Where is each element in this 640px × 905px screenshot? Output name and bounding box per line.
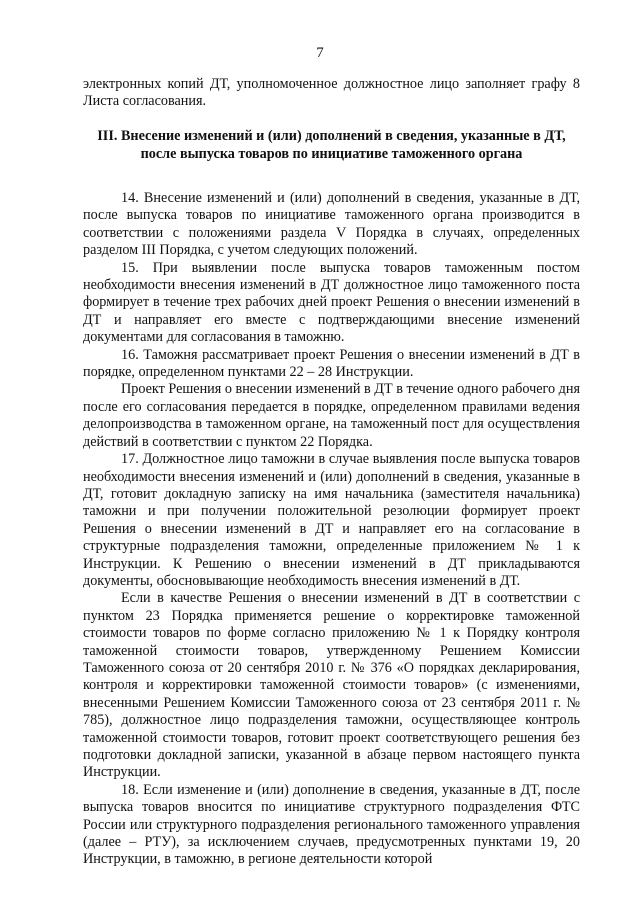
intro-text: электронных копий ДТ, уполномоченное должностное лицо заполняет графу 8 Листа согласования.	[83, 76, 580, 110]
page-number: 7	[316, 45, 324, 61]
paragraph-15: 15. При выявлении после выпуска товаров таможенным постом необходимости внесения изменений в ДТ должностное лицо таможенного поста формирует в течение трех рабочих дней проект Решения о внесении изменений в ДТ и направляет его вместе с подтверждающими внесение изменений документами для согласования в таможню.	[83, 259, 580, 346]
paragraph-14: 14. Внесение изменений и (или) дополнений в сведения, указанные в ДТ, после выпуска товаров по инициативе таможенного органа производится в соответствии с положениями раздела V Порядка в случаях, определенных разделом III Порядка, с учетом следующих положений.	[83, 190, 580, 259]
body-text	[83, 190, 580, 869]
section-heading-line-2: после выпуска товаров по инициативе таможенного органа	[140, 145, 523, 162]
paragraph-16-continued: Проект Решения о внесении изменений в ДТ в течение одного рабочего дня после его согласования передается в порядке, определенном правилами ведения делопроизводства в таможенном органе, на таможенный пост для осуществления действий в соответствии с пунктом 22 Порядка.	[83, 381, 580, 450]
intro-paragraph	[83, 76, 580, 111]
paragraph-16: 16. Таможня рассматривает проект Решения о внесении изменений в ДТ в порядке, определенном пунктами 22 – 28 Инструкции.	[83, 346, 580, 381]
section-heading-line-1: III. Внесение изменений и (или) дополнений в сведения, указанные в ДТ,	[97, 128, 566, 144]
section-heading	[83, 128, 580, 163]
paragraph-17-continued: Если в качестве Решения о внесении изменений в ДТ в соответствии с пунктом 23 Порядка применяется решение о корректировке таможенной стоимости товаров по форме согласно приложению № 1 к Порядку контроля таможенной стоимости товаров, утвержденному Решением Комиссии Таможенного союза от 20 сентября 2010 г. № 376 «О порядках декларирования, контроля и корректировки таможенной стоимости товаров» (с изменениями, внесенными Решением Комиссии Таможенного союза от 23 сентября 2011 г. № 785), должностное лицо подразделения таможни, осуществляющее контроль таможенной стоимости товаров, готовит проект соответствующего решения без подготовки докладной записки, указанной в абзаце первом настоящего пункта Инструкции.	[83, 590, 580, 781]
paragraph-17: 17. Должностное лицо таможни в случае выявления после выпуска товаров необходимости внесения изменений и (или) дополнений в сведения, указанные в ДТ, готовит докладную записку на имя начальника (заместителя начальника) таможни и при получении положительной резолюции формирует проект Решения о внесении изменений в ДТ и направляет его на согласование в структурные подразделения таможни, определенные приложением № 1 к Инструкции. К Решению о внесении изменений в ДТ прикладываются документы, обосновывающие необходимость внесения изменений в ДТ.	[83, 451, 580, 589]
paragraph-18: 18. Если изменение и (или) дополнение в сведения, указанные в ДТ, после выпуска товаров вносится по инициативе структурного подразделения ФТС России или структурного подразделения регионального таможенного управления (далее – РТУ), за исключением случаев, предусмотренных пунктами 19, 20 Инструкции, в таможню, в регионе деятельности которой	[83, 781, 580, 868]
